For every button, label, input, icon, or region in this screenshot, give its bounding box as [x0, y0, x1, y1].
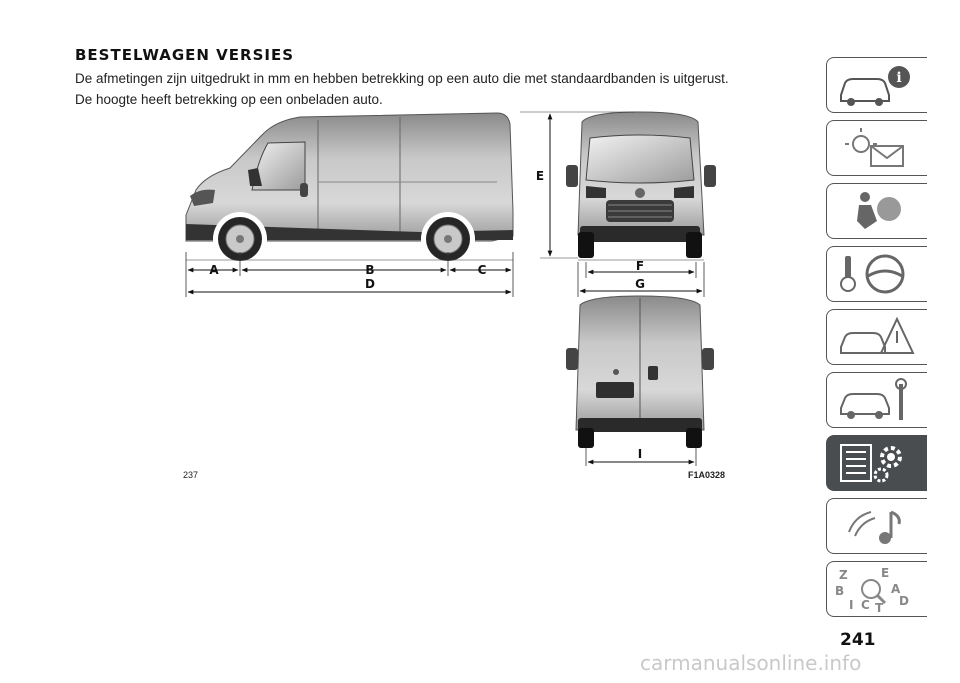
index-letter: B [835, 584, 845, 598]
car-info-icon [835, 61, 915, 109]
rear-dimensions [586, 447, 696, 466]
index-letter: C [861, 598, 870, 612]
index-letter: T [875, 601, 884, 613]
page-number: 241 [840, 630, 876, 650]
van-front-view [566, 112, 716, 258]
tab-servicing-and-maintenance[interactable] [826, 372, 927, 428]
dashboard-warning-icon [835, 124, 915, 172]
intro-text-line-2: De hoogte heeft betrekking op een onbeladen auto. [75, 92, 383, 107]
tab-in-an-emergency[interactable] [826, 309, 927, 365]
index-letter: A [891, 582, 901, 596]
dimension-label-i: I [637, 447, 643, 461]
steering-wheel-icon [835, 250, 915, 298]
technical-data-icon [835, 439, 915, 487]
watermark-text: carmanualsonline.info [640, 651, 862, 675]
dimension-label-a: A [209, 263, 219, 277]
tab-starting-and-driving[interactable] [826, 246, 927, 302]
tab-technical-data[interactable] [826, 435, 927, 491]
index-letter: E [881, 566, 890, 580]
figure-number: 237 [183, 470, 199, 480]
tab-knowing-the-vehicle[interactable] [826, 57, 927, 113]
tab-safety[interactable] [826, 183, 927, 239]
dimension-label-d: D [365, 277, 375, 291]
tab-multimedia[interactable] [826, 498, 927, 554]
emergency-car-icon [835, 313, 915, 361]
figure-code: F1A0328 [688, 470, 726, 480]
car-service-icon [835, 376, 915, 424]
airbag-safety-icon [835, 187, 915, 235]
dimension-label-c: C [477, 263, 487, 277]
page-title: BESTELWAGEN VERSIES [75, 46, 295, 64]
index-letter: Z [839, 568, 848, 582]
alphabetical-index-icon [835, 565, 915, 613]
dimension-label-e: E [535, 169, 545, 183]
multimedia-icon [835, 502, 915, 550]
dimension-label-f: F [635, 259, 645, 273]
intro-text-line-1: De afmetingen zijn uitgedrukt in mm en hebben betrekking op een auto die met standaardbanden is uitgerust. [75, 71, 729, 86]
tab-alphabetical-index[interactable] [826, 561, 927, 617]
tab-instrument-panel[interactable] [826, 120, 927, 176]
van-rear-view [566, 296, 714, 448]
dimension-label-b: B [365, 263, 375, 277]
van-side-view [186, 113, 513, 266]
index-letter: I [849, 598, 854, 612]
index-letter: D [899, 594, 909, 608]
svg-text:i: i [896, 70, 902, 86]
chapter-tabs [826, 57, 928, 624]
dimension-label-g: G [635, 277, 645, 291]
